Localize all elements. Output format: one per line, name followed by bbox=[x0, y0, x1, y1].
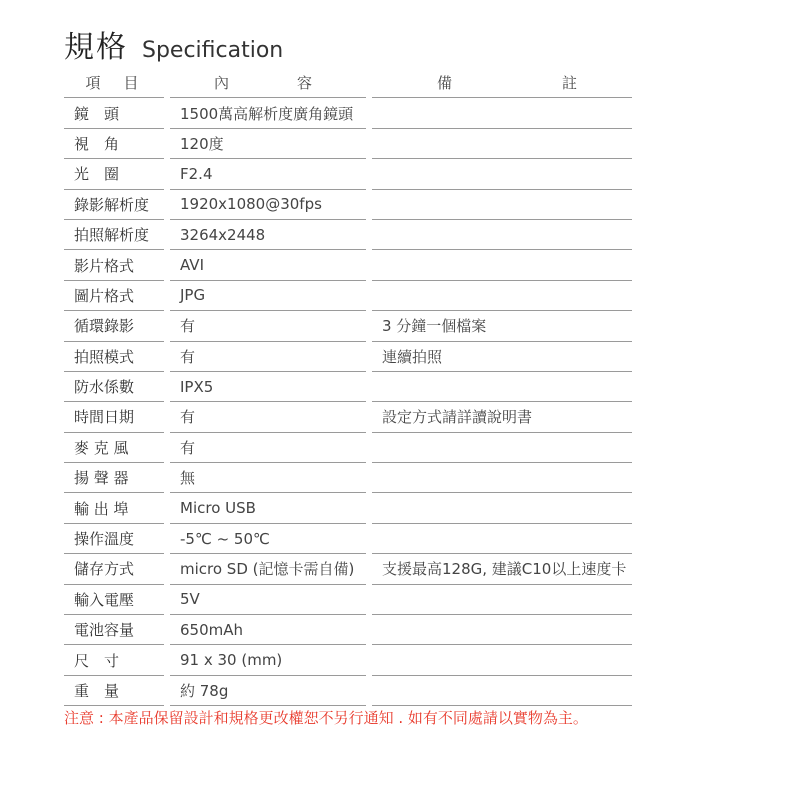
spec-value: 有 bbox=[170, 402, 366, 432]
table-row bbox=[64, 645, 632, 675]
spec-note bbox=[372, 524, 632, 554]
spec-value: 120度 bbox=[170, 129, 366, 159]
title-english: Specification bbox=[142, 38, 284, 63]
spec-note: 設定方式請詳讀說明書 bbox=[372, 402, 632, 432]
table-row bbox=[64, 585, 632, 615]
spec-value: 1500萬高解析度廣角鏡頭 bbox=[170, 98, 366, 128]
spec-note bbox=[372, 585, 632, 615]
spec-note bbox=[372, 676, 632, 706]
spec-note bbox=[372, 372, 632, 402]
spec-item-label: 影片格式 bbox=[64, 250, 164, 280]
table-row bbox=[64, 676, 632, 706]
spec-value: 約 78g bbox=[170, 676, 366, 706]
spec-note: 3 分鐘一個檔案 bbox=[372, 311, 632, 341]
spec-value: 3264x2448 bbox=[170, 220, 366, 250]
disclaimer-note: 注意 : 本產品保留設計和規格更改權恕不另行通知 . 如有不同處請以實物為主。 bbox=[64, 709, 588, 727]
spec-note bbox=[372, 159, 632, 189]
spec-value: micro SD (記憶卡需自備) bbox=[170, 554, 366, 584]
spec-item-label: 拍照模式 bbox=[64, 342, 164, 372]
spec-item-label: 麥 克 風 bbox=[64, 433, 164, 463]
table-row bbox=[64, 493, 632, 523]
spec-value: 有 bbox=[170, 433, 366, 463]
spec-note bbox=[372, 615, 632, 645]
header-note: 備 註 bbox=[372, 68, 632, 98]
spec-item-label: 防水係數 bbox=[64, 372, 164, 402]
spec-item-label: 儲存方式 bbox=[64, 554, 164, 584]
spec-item-label: 揚 聲 器 bbox=[64, 463, 164, 493]
page-title bbox=[64, 22, 283, 66]
spec-value: 5V bbox=[170, 585, 366, 615]
table-row bbox=[64, 372, 632, 402]
spec-note bbox=[372, 645, 632, 675]
spec-note bbox=[372, 129, 632, 159]
title-chinese: 規格 bbox=[64, 30, 128, 65]
spec-value: 有 bbox=[170, 311, 366, 341]
table-row bbox=[64, 433, 632, 463]
spec-item-label: 尺 寸 bbox=[64, 645, 164, 675]
spec-value: F2.4 bbox=[170, 159, 366, 189]
spec-table bbox=[64, 68, 632, 706]
spec-item-label: 光 圈 bbox=[64, 159, 164, 189]
spec-value: 無 bbox=[170, 463, 366, 493]
spec-item-label: 重 量 bbox=[64, 676, 164, 706]
spec-value: IPX5 bbox=[170, 372, 366, 402]
spec-value: 1920x1080@30fps bbox=[170, 190, 366, 220]
table-row bbox=[64, 220, 632, 250]
spec-note bbox=[372, 98, 632, 128]
spec-item-label: 時間日期 bbox=[64, 402, 164, 432]
table-row bbox=[64, 250, 632, 280]
spec-note bbox=[372, 190, 632, 220]
header-value: 內 容 bbox=[170, 68, 366, 98]
spec-item-label: 電池容量 bbox=[64, 615, 164, 645]
table-row bbox=[64, 402, 632, 432]
spec-value: 91 x 30 (mm) bbox=[170, 645, 366, 675]
spec-value: 650mAh bbox=[170, 615, 366, 645]
table-row bbox=[64, 615, 632, 645]
spec-value: -5℃ ~ 50℃ bbox=[170, 524, 366, 554]
table-row bbox=[64, 311, 632, 341]
spec-item-label: 操作溫度 bbox=[64, 524, 164, 554]
spec-note: 連續拍照 bbox=[372, 342, 632, 372]
header-item: 項 目 bbox=[64, 68, 164, 98]
table-row bbox=[64, 463, 632, 493]
table-row bbox=[64, 190, 632, 220]
spec-note bbox=[372, 463, 632, 493]
spec-item-label: 輸 出 埠 bbox=[64, 493, 164, 523]
spec-note bbox=[372, 250, 632, 280]
spec-item-label: 錄影解析度 bbox=[64, 190, 164, 220]
spec-item-label: 鏡 頭 bbox=[64, 98, 164, 128]
spec-value: Micro USB bbox=[170, 493, 366, 523]
table-header-row bbox=[64, 68, 632, 98]
spec-value: 有 bbox=[170, 342, 366, 372]
spec-note: 支援最高128G, 建議C10以上速度卡 bbox=[372, 554, 632, 584]
spec-note bbox=[372, 220, 632, 250]
spec-item-label: 圖片格式 bbox=[64, 281, 164, 311]
table-body bbox=[64, 98, 632, 706]
table-row bbox=[64, 129, 632, 159]
table-row bbox=[64, 281, 632, 311]
spec-item-label: 拍照解析度 bbox=[64, 220, 164, 250]
spec-item-label: 循環錄影 bbox=[64, 311, 164, 341]
spec-value: JPG bbox=[170, 281, 366, 311]
spec-note bbox=[372, 493, 632, 523]
spec-note bbox=[372, 433, 632, 463]
table-row bbox=[64, 159, 632, 189]
spec-item-label: 輸入電壓 bbox=[64, 585, 164, 615]
table-row bbox=[64, 98, 632, 128]
table-row bbox=[64, 554, 632, 584]
table-row bbox=[64, 524, 632, 554]
spec-item-label: 視 角 bbox=[64, 129, 164, 159]
table-row bbox=[64, 342, 632, 372]
spec-note bbox=[372, 281, 632, 311]
spec-value: AVI bbox=[170, 250, 366, 280]
